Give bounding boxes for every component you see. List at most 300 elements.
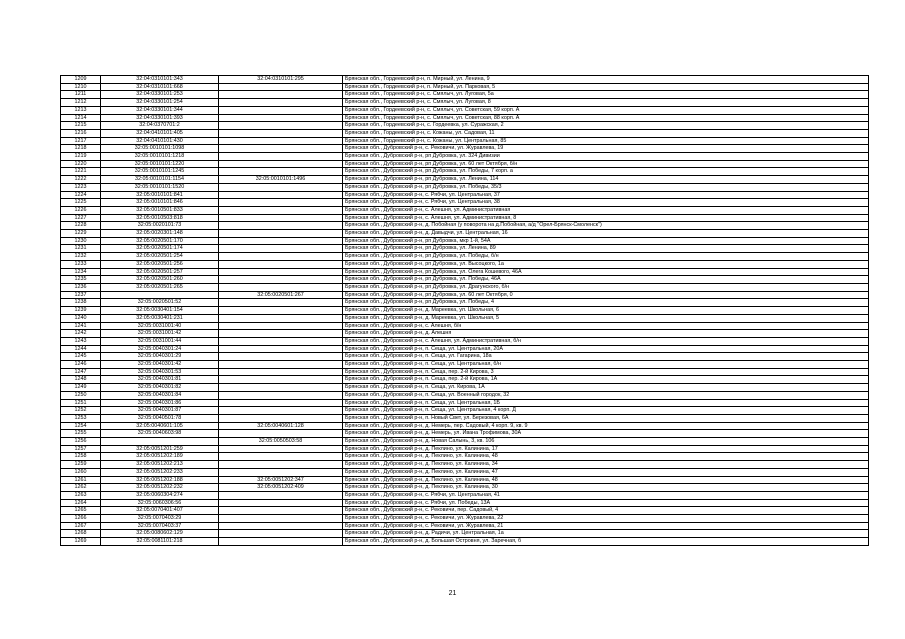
row-number-cell: 1266: [61, 515, 101, 523]
row-number-cell: 1221: [61, 168, 101, 176]
table-row: [61, 391, 869, 399]
old-cadastral-number-cell: [219, 122, 343, 130]
address-cell: Брянская обл., Дубровский р-н, д. Немерь, ул. Ивана Трофимова, 30А: [343, 430, 869, 438]
old-cadastral-number-cell: [219, 283, 343, 291]
table-row: [61, 407, 869, 415]
row-number-cell: 1251: [61, 399, 101, 407]
table-body: [61, 76, 869, 546]
cadastral-number-cell: 32:05:0010101:1520: [101, 183, 219, 191]
row-number-cell: 1242: [61, 330, 101, 338]
address-cell: Брянская обл., Дубровский р-н, с. Рековичи, ул. Журавлева, 21: [343, 522, 869, 530]
page-number: 21: [448, 590, 457, 597]
table-row: [61, 368, 869, 376]
address-cell: Брянская обл., Дубровский р-н, д. Пеклино, ул. Калинина, 17: [343, 445, 869, 453]
address-cell: Брянская обл., Дубровский р-н, д. Давыдчи, ул. Центральная, 16: [343, 230, 869, 238]
address-cell: Брянская обл., Дубровский р-н, п. Сеща, пер. 2-й Кирова, 3: [343, 368, 869, 376]
table-row: [61, 106, 869, 114]
row-number-cell: 1265: [61, 507, 101, 515]
address-cell: Брянская обл., Дубровский р-н, с. Рябчи, ул. Центральная, 41: [343, 491, 869, 499]
cadastral-number-cell: 32:05:0020501:170: [101, 237, 219, 245]
old-cadastral-number-cell: 32:04:0310101:295: [219, 76, 343, 84]
old-cadastral-number-cell: [219, 445, 343, 453]
old-cadastral-number-cell: [219, 515, 343, 523]
row-number-cell: 1213: [61, 106, 101, 114]
address-cell: Брянская обл., Дубровский р-н, рп Дубровка, ул. Победы, 7 корп. а: [343, 168, 869, 176]
address-cell: Брянская обл., Гордеевский р-н, с. Смялыч, ул. Луговая, 5а: [343, 91, 869, 99]
address-cell: Брянская обл., Дубровский р-н, рп Дубровка, ул. Ленина, 89: [343, 245, 869, 253]
cadastral-number-cell: 32:05:0010101:1220: [101, 160, 219, 168]
row-number-cell: 1254: [61, 422, 101, 430]
address-cell: Брянская обл., Дубровский р-н, д. Пеклино, ул. Калинина, 47: [343, 468, 869, 476]
address-cell: Брянская обл., Дубровский р-н, п. Сеща, ул. Военный городок, 32: [343, 391, 869, 399]
cadastral-number-cell: 32:05:0040301:53: [101, 368, 219, 376]
cadastral-number-cell: 32:05:0020501:256: [101, 260, 219, 268]
table-row: [61, 522, 869, 530]
cadastral-number-cell: 32:05:0040301:87: [101, 407, 219, 415]
cadastral-number-cell: 32:05:0020501:254: [101, 253, 219, 261]
table-row: [61, 291, 869, 299]
row-number-cell: 1250: [61, 391, 101, 399]
address-cell: Брянская обл., Дубровский р-н, д. Алешня: [343, 330, 869, 338]
address-cell: Брянская обл., Дубровский р-н, с. Рековичи, ул. Журавлева, 22: [343, 515, 869, 523]
cadastral-number-cell: 32:04:0330101:253: [101, 91, 219, 99]
table-row: [61, 91, 869, 99]
cadastral-number-cell: 32:05:0060304:274: [101, 491, 219, 499]
row-number-cell: 1218: [61, 145, 101, 153]
row-number-cell: 1216: [61, 129, 101, 137]
row-number-cell: 1212: [61, 99, 101, 107]
row-number-cell: 1262: [61, 484, 101, 492]
cadastral-number-cell: 32:05:0070403:37: [101, 522, 219, 530]
row-number-cell: 1267: [61, 522, 101, 530]
table-row: [61, 361, 869, 369]
cadastral-number-cell: 32:05:0051202:233: [101, 468, 219, 476]
cadastral-number-cell: 32:05:0031001:42: [101, 330, 219, 338]
row-number-cell: 1210: [61, 83, 101, 91]
old-cadastral-number-cell: [219, 276, 343, 284]
row-number-cell: 1257: [61, 445, 101, 453]
table-row: [61, 530, 869, 538]
table-row: [61, 476, 869, 484]
old-cadastral-number-cell: 32:05:0040601:128: [219, 422, 343, 430]
table-row: [61, 438, 869, 446]
address-cell: Брянская обл., Дубровский р-н, д. Пеклино, ул. Калинина, 30: [343, 484, 869, 492]
old-cadastral-number-cell: [219, 168, 343, 176]
row-number-cell: 1223: [61, 183, 101, 191]
old-cadastral-number-cell: [219, 368, 343, 376]
cadastral-number-cell: 32:05:0040301:42: [101, 361, 219, 369]
address-cell: Брянская обл., Дубровский р-н, с. Алешня, б/н: [343, 322, 869, 330]
cadastral-number-cell: 32:05:0040301:81: [101, 376, 219, 384]
old-cadastral-number-cell: [219, 361, 343, 369]
row-number-cell: 1256: [61, 438, 101, 446]
cadastral-number-cell: 32:05:0020101:73: [101, 222, 219, 230]
table-row: [61, 314, 869, 322]
address-cell: Брянская обл., Дубровский р-н, с. Рябчи, ул. Победы, 13А: [343, 499, 869, 507]
row-number-cell: 1228: [61, 222, 101, 230]
row-number-cell: 1226: [61, 206, 101, 214]
row-number-cell: 1215: [61, 122, 101, 130]
table-row: [61, 260, 869, 268]
old-cadastral-number-cell: [219, 353, 343, 361]
cadastral-number-cell: 32:05:0040301:24: [101, 345, 219, 353]
address-cell: Брянская обл., Дубровский р-н, п. Сеща, ул. Центральная, б/н: [343, 361, 869, 369]
row-number-cell: 1236: [61, 283, 101, 291]
address-cell: Брянская обл., Дубровский р-н, п. Новый Свет, ул. Березовая, 6А: [343, 414, 869, 422]
row-number-cell: 1225: [61, 199, 101, 207]
table-row: [61, 376, 869, 384]
row-number-cell: 1240: [61, 314, 101, 322]
cadastral-number-cell: 32:05:0010101:1098: [101, 145, 219, 153]
address-cell: Брянская обл., Дубровский р-н, п. Сеща, ул. Центральная, 20А: [343, 345, 869, 353]
table-row: [61, 183, 869, 191]
old-cadastral-number-cell: 32:05:0050503:58: [219, 438, 343, 446]
old-cadastral-number-cell: [219, 114, 343, 122]
address-cell: Брянская обл., Дубровский р-н, п. Сеща, ул. Гагарина, 18а: [343, 353, 869, 361]
old-cadastral-number-cell: [219, 222, 343, 230]
table-row: [61, 245, 869, 253]
address-cell: Брянская обл., Дубровский р-н, д. Новая Салынь, 3, кв. 106: [343, 438, 869, 446]
table-row: [61, 145, 869, 153]
cadastral-number-cell: 32:05:0040603:98: [101, 430, 219, 438]
old-cadastral-number-cell: [219, 245, 343, 253]
old-cadastral-number-cell: [219, 307, 343, 315]
address-cell: Брянская обл., Дубровский р-н, д. Немерь, пер. Садовый, 4 корп. 9, кв. 9: [343, 422, 869, 430]
row-number-cell: 1248: [61, 376, 101, 384]
cadastral-number-cell: 32:04:0410101:405: [101, 129, 219, 137]
old-cadastral-number-cell: [219, 260, 343, 268]
address-cell: Брянская обл., Дубровский р-н, рп Дубровка, ул. Драгунского, б/н: [343, 283, 869, 291]
table-row: [61, 491, 869, 499]
old-cadastral-number-cell: [219, 253, 343, 261]
table-row: [61, 430, 869, 438]
address-cell: Брянская обл., Дубровский р-н, рп Дубровка, ул. Победы, 46А: [343, 276, 869, 284]
address-cell: Брянская обл., Дубровский р-н, п. Сеща, ул. Центральная, 1Б: [343, 399, 869, 407]
table-row: [61, 268, 869, 276]
address-cell: Брянская обл., Дубровский р-н, д. Радичи, ул. Центральная, 1а: [343, 530, 869, 538]
row-number-cell: 1229: [61, 230, 101, 238]
address-cell: Брянская обл., Гордеевский р-н, с. Кожаны, ул. Садовая, 11: [343, 129, 869, 137]
property-table: [60, 75, 869, 546]
cadastral-number-cell: 32:05:0051202:188: [101, 476, 219, 484]
old-cadastral-number-cell: [219, 345, 343, 353]
old-cadastral-number-cell: [219, 322, 343, 330]
row-number-cell: 1243: [61, 337, 101, 345]
old-cadastral-number-cell: [219, 99, 343, 107]
address-cell: Брянская обл., Гордеевский р-н, с. Кожаны, ул. Центральная, 85: [343, 137, 869, 145]
table-row: [61, 322, 869, 330]
cadastral-number-cell: 32:05:0040301:86: [101, 399, 219, 407]
cadastral-number-cell: 32:05:0040601:105: [101, 422, 219, 430]
old-cadastral-number-cell: [219, 522, 343, 530]
table-row: [61, 353, 869, 361]
row-number-cell: 1235: [61, 276, 101, 284]
old-cadastral-number-cell: [219, 414, 343, 422]
table-row: [61, 414, 869, 422]
address-cell: Брянская обл., Гордеевский р-н, с. Смялыч, ул. Советская, 59 корп. А: [343, 106, 869, 114]
table-row: [61, 253, 869, 261]
address-cell: Брянская обл., Дубровский р-н, д. Мареевка, ул. Школьная, 6: [343, 307, 869, 315]
row-number-cell: 1241: [61, 322, 101, 330]
cadastral-number-cell: 32:05:0010503:818: [101, 214, 219, 222]
cadastral-number-cell: [101, 291, 219, 299]
old-cadastral-number-cell: [219, 337, 343, 345]
old-cadastral-number-cell: [219, 153, 343, 161]
table-row: [61, 237, 869, 245]
row-number-cell: 1233: [61, 260, 101, 268]
old-cadastral-number-cell: [219, 137, 343, 145]
old-cadastral-number-cell: [219, 507, 343, 515]
address-cell: Брянская обл., Дубровский р-н, с. Алешня, ул. Административная: [343, 206, 869, 214]
row-number-cell: 1253: [61, 414, 101, 422]
cadastral-number-cell: 32:05:0051202:213: [101, 461, 219, 469]
old-cadastral-number-cell: 32:05:0010101:1496: [219, 176, 343, 184]
row-number-cell: 1217: [61, 137, 101, 145]
old-cadastral-number-cell: [219, 83, 343, 91]
cadastral-number-cell: 32:05:0040301:82: [101, 384, 219, 392]
address-cell: Брянская обл., Дубровский р-н, с. Рековичи, ул. Журавлева, 19: [343, 145, 869, 153]
table-row: [61, 176, 869, 184]
table-row: [61, 83, 869, 91]
row-number-cell: 1239: [61, 307, 101, 315]
address-cell: Брянская обл., Дубровский р-н, рп Дубровка, ул. Ленина, 114: [343, 176, 869, 184]
address-cell: Брянская обл., Дубровский р-н, с. Алешня, ул. Административная, 8: [343, 214, 869, 222]
old-cadastral-number-cell: [219, 268, 343, 276]
address-cell: Брянская обл., Дубровский р-н, рп Дубровка, ул. Олега Кошевого, 46А: [343, 268, 869, 276]
table-row: [61, 76, 869, 84]
address-cell: Брянская обл., Дубровский р-н, рп Дубровка, ул. 60 лет Октября, 0: [343, 291, 869, 299]
row-number-cell: 1224: [61, 191, 101, 199]
old-cadastral-number-cell: [219, 206, 343, 214]
row-number-cell: 1249: [61, 384, 101, 392]
row-number-cell: 1231: [61, 245, 101, 253]
cadastral-number-cell: 32:05:0040501:78: [101, 414, 219, 422]
cadastral-number-cell: 32:05:0031001:40: [101, 322, 219, 330]
table-row: [61, 99, 869, 107]
old-cadastral-number-cell: [219, 91, 343, 99]
cadastral-number-cell: 32:05:0051202:189: [101, 453, 219, 461]
row-number-cell: 1263: [61, 491, 101, 499]
cadastral-number-cell: 32:05:0020501:52: [101, 299, 219, 307]
address-cell: Брянская обл., Гордеевский р-н, с. Смялыч, ул. Советская, 88 корп. А: [343, 114, 869, 122]
address-cell: Брянская обл., Дубровский р-н, п. Сеща, ул. Кирова, 1А: [343, 384, 869, 392]
cadastral-number-cell: 32:04:0410101:430: [101, 137, 219, 145]
cadastral-number-cell: 32:05:0051202:232: [101, 484, 219, 492]
cadastral-number-cell: 32:04:0370701:2: [101, 122, 219, 130]
cadastral-number-cell: 32:05:0070403:29: [101, 515, 219, 523]
address-cell: Брянская обл., Дубровский р-н, с. Алешня, ул. Административная, б/н: [343, 337, 869, 345]
cadastral-number-cell: 32:05:0040301:29: [101, 353, 219, 361]
row-number-cell: 1222: [61, 176, 101, 184]
cadastral-number-cell: 32:05:0030401:231: [101, 314, 219, 322]
old-cadastral-number-cell: [219, 145, 343, 153]
address-cell: Брянская обл., Гордеевский р-н, п. Мирный, ул. Ленина, 9: [343, 76, 869, 84]
cadastral-number-cell: 32:05:0010101:1218: [101, 153, 219, 161]
table-row: [61, 114, 869, 122]
address-cell: Брянская обл., Дубровский р-н, д. Мареевка, ул. Школьная, 5: [343, 314, 869, 322]
cadastral-number-cell: 32:05:0031001:44: [101, 337, 219, 345]
old-cadastral-number-cell: [219, 399, 343, 407]
old-cadastral-number-cell: [219, 129, 343, 137]
address-cell: Брянская обл., Дубровский р-н, рп Дубровка, ул. Высоцкого, 1а: [343, 260, 869, 268]
table-row: [61, 230, 869, 238]
address-cell: Брянская обл., Дубровский р-н, п. Сеща, ул. Центральная, 4 корп. Д: [343, 407, 869, 415]
address-cell: Брянская обл., Гордеевский р-н, с. Гордеевка, ул. Суражская, 2: [343, 122, 869, 130]
address-cell: Брянская обл., Дубровский р-н, д. Побойная (у поворота на д.Побойная, а/д "Орел-Брянск-Смоленск"): [343, 222, 869, 230]
table-row: [61, 399, 869, 407]
row-number-cell: 1247: [61, 368, 101, 376]
table-row: [61, 153, 869, 161]
old-cadastral-number-cell: [219, 199, 343, 207]
row-number-cell: 1260: [61, 468, 101, 476]
row-number-cell: 1232: [61, 253, 101, 261]
table-row: [61, 307, 869, 315]
old-cadastral-number-cell: [219, 530, 343, 538]
cadastral-number-cell: 32:04:0310101:343: [101, 76, 219, 84]
old-cadastral-number-cell: [219, 430, 343, 438]
address-cell: Брянская обл., Дубровский р-н, рп Дубровка, ул. Победы, б/н: [343, 253, 869, 261]
row-number-cell: 1264: [61, 499, 101, 507]
cadastral-number-cell: [101, 438, 219, 446]
cadastral-number-cell: 32:04:0310101:668: [101, 83, 219, 91]
table-row: [61, 515, 869, 523]
row-number-cell: 1268: [61, 530, 101, 538]
old-cadastral-number-cell: [219, 499, 343, 507]
row-number-cell: 1252: [61, 407, 101, 415]
cadastral-number-cell: 32:04:0330101:393: [101, 114, 219, 122]
address-cell: Брянская обл., Гордеевский р-н, п. Мирный, ул. Парковая, 5: [343, 83, 869, 91]
row-number-cell: 1245: [61, 353, 101, 361]
row-number-cell: 1237: [61, 291, 101, 299]
old-cadastral-number-cell: [219, 376, 343, 384]
table-row: [61, 283, 869, 291]
address-cell: Брянская обл., Дубровский р-н, рп Дубровка, мкр 1-й, 54А: [343, 237, 869, 245]
row-number-cell: 1261: [61, 476, 101, 484]
address-cell: Брянская обл., Дубровский р-н, п. Сеща, пер. 2-й Кирова, 1А: [343, 376, 869, 384]
table-row: [61, 384, 869, 392]
row-number-cell: 1238: [61, 299, 101, 307]
cadastral-number-cell: 32:05:0010101:841: [101, 191, 219, 199]
row-number-cell: 1255: [61, 430, 101, 438]
cadastral-number-cell: 32:05:0010101:846: [101, 199, 219, 207]
table-row: [61, 330, 869, 338]
row-number-cell: 1246: [61, 361, 101, 369]
address-cell: Брянская обл., Дубровский р-н, с. Рековичи, пер. Садовый, 4: [343, 507, 869, 515]
table-row: [61, 168, 869, 176]
old-cadastral-number-cell: [219, 538, 343, 546]
table-row: [61, 337, 869, 345]
old-cadastral-number-cell: [219, 183, 343, 191]
table-row: [61, 276, 869, 284]
table-row: [61, 191, 869, 199]
table-row: [61, 453, 869, 461]
row-number-cell: 1209: [61, 76, 101, 84]
address-cell: Брянская обл., Дубровский р-н, рп Дубровка, ул. Победы, 4: [343, 299, 869, 307]
row-number-cell: 1227: [61, 214, 101, 222]
table-row: [61, 129, 869, 137]
table-row: [61, 445, 869, 453]
old-cadastral-number-cell: [219, 214, 343, 222]
address-cell: Брянская обл., Дубровский р-н, д. Пеклино, ул. Калинина, 48: [343, 453, 869, 461]
old-cadastral-number-cell: [219, 461, 343, 469]
address-cell: Брянская обл., Дубровский р-н, рп Дубровка, ул. 60 лет Октября, б/н: [343, 160, 869, 168]
old-cadastral-number-cell: [219, 299, 343, 307]
old-cadastral-number-cell: [219, 384, 343, 392]
table-row: [61, 484, 869, 492]
old-cadastral-number-cell: [219, 407, 343, 415]
old-cadastral-number-cell: [219, 314, 343, 322]
cadastral-number-cell: 32:05:0081101:218: [101, 538, 219, 546]
row-number-cell: 1258: [61, 453, 101, 461]
cadastral-number-cell: 32:05:0020501:265: [101, 283, 219, 291]
old-cadastral-number-cell: [219, 237, 343, 245]
old-cadastral-number-cell: 32:05:0051202:409: [219, 484, 343, 492]
old-cadastral-number-cell: 32:05:0051202:347: [219, 476, 343, 484]
table-row: [61, 345, 869, 353]
old-cadastral-number-cell: [219, 330, 343, 338]
table-row: [61, 468, 869, 476]
cadastral-number-cell: 32:05:0051201:259: [101, 445, 219, 453]
cadastral-number-cell: 32:04:0330101:254: [101, 99, 219, 107]
table-row: [61, 299, 869, 307]
row-number-cell: 1234: [61, 268, 101, 276]
row-number-cell: 1219: [61, 153, 101, 161]
old-cadastral-number-cell: [219, 106, 343, 114]
table-row: [61, 507, 869, 515]
table-row: [61, 422, 869, 430]
cadastral-number-cell: 32:04:0330101:344: [101, 106, 219, 114]
cadastral-number-cell: 32:05:0010101:1154: [101, 176, 219, 184]
table-row: [61, 122, 869, 130]
address-cell: Брянская обл., Дубровский р-н, д. Большая Островня, ул. Заречная, б: [343, 538, 869, 546]
table-row: [61, 538, 869, 546]
table-row: [61, 499, 869, 507]
address-cell: Брянская обл., Дубровский р-н, рп Дубровка, ул. 324 Дивизии: [343, 153, 869, 161]
old-cadastral-number-cell: 32:05:0020501:267: [219, 291, 343, 299]
address-cell: Брянская обл., Дубровский р-н, с. Рябчи, ул. Центральная, 37: [343, 191, 869, 199]
old-cadastral-number-cell: [219, 491, 343, 499]
row-number-cell: 1244: [61, 345, 101, 353]
table-row: [61, 206, 869, 214]
old-cadastral-number-cell: [219, 468, 343, 476]
cadastral-number-cell: 32:05:0040301:84: [101, 391, 219, 399]
old-cadastral-number-cell: [219, 191, 343, 199]
row-number-cell: 1230: [61, 237, 101, 245]
row-number-cell: 1214: [61, 114, 101, 122]
old-cadastral-number-cell: [219, 230, 343, 238]
table-row: [61, 199, 869, 207]
row-number-cell: 1269: [61, 538, 101, 546]
old-cadastral-number-cell: [219, 391, 343, 399]
cadastral-number-cell: 32:05:0010101:1245: [101, 168, 219, 176]
cadastral-number-cell: 32:05:0070401:407: [101, 507, 219, 515]
address-cell: Брянская обл., Дубровский р-н, д. Пеклино, ул. Калинина, 34: [343, 461, 869, 469]
address-cell: Брянская обл., Дубровский р-н, рп Дубровка, ул. Победы, 35/3: [343, 183, 869, 191]
cadastral-number-cell: 32:05:0020501:257: [101, 268, 219, 276]
address-cell: Брянская обл., Гордеевский р-н, с. Смялыч, ул. Луговая, 8: [343, 99, 869, 107]
table-row: [61, 461, 869, 469]
address-cell: Брянская обл., Дубровский р-н, с. Рябчи, ул. Центральная, 38: [343, 199, 869, 207]
table-row: [61, 222, 869, 230]
cadastral-number-cell: 32:05:0060306:56: [101, 499, 219, 507]
old-cadastral-number-cell: [219, 453, 343, 461]
table-row: [61, 160, 869, 168]
cadastral-number-cell: 32:05:0080602:129: [101, 530, 219, 538]
cadastral-number-cell: 32:05:0020501:174: [101, 245, 219, 253]
row-number-cell: 1259: [61, 461, 101, 469]
cadastral-number-cell: 32:05:0030401:154: [101, 307, 219, 315]
cadastral-number-cell: 32:05:0020501:260: [101, 276, 219, 284]
